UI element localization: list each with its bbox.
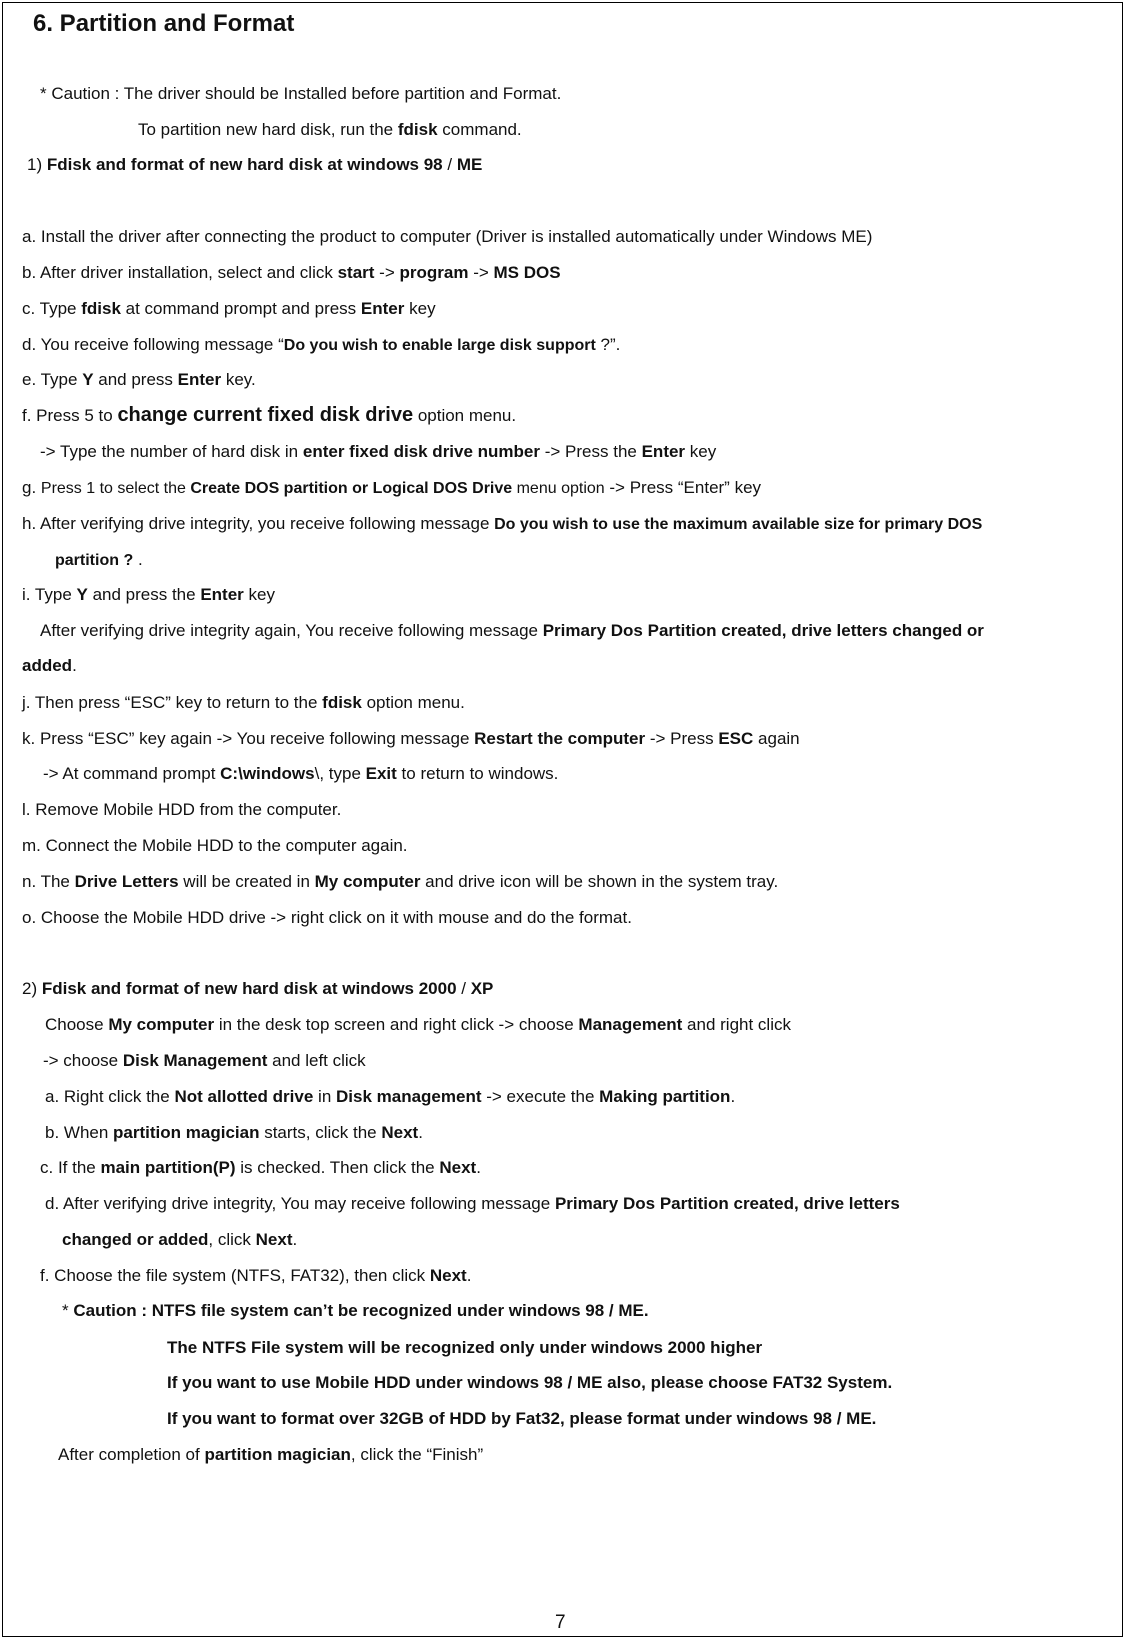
- doc-line: [22, 836, 408, 856]
- line-text-run: -> execute the: [481, 1087, 600, 1106]
- doc-line: [22, 405, 516, 426]
- line-text-run: d. You receive following message “: [22, 335, 284, 354]
- line-text-run: If you want to use Mobile HDD under windows 98 / ME also, please choose FAT32 System.: [167, 1373, 893, 1392]
- line-text-run: l. Remove Mobile HDD from the computer.: [22, 800, 342, 819]
- line-text-run: key.: [221, 370, 256, 389]
- doc-line: [27, 155, 482, 175]
- line-text-run: Create DOS partition or Logical DOS Drive: [190, 480, 513, 497]
- doc-line: [22, 263, 561, 283]
- line-text-run: command.: [437, 120, 522, 139]
- line-text-run: *: [62, 1301, 74, 1320]
- line-text-run: key: [404, 299, 436, 318]
- line-text-run: fdisk: [81, 299, 121, 318]
- line-text-run: m. Connect the Mobile HDD to the computer again.: [22, 836, 408, 855]
- doc-line: [22, 478, 761, 499]
- page-title: 6. Partition and Format: [33, 10, 295, 37]
- doc-line: [43, 764, 558, 784]
- line-text-run: My computer: [314, 872, 421, 891]
- line-text-run: .: [292, 1230, 298, 1249]
- doc-line: [45, 1194, 900, 1214]
- doc-line: [40, 1158, 481, 1178]
- line-text-run: option: [413, 406, 469, 425]
- line-text-run: ->: [374, 263, 400, 282]
- line-text-run: e. Type: [22, 370, 83, 389]
- line-text-run: Caution : NTFS file system can’t be recognized under windows 98 / ME.: [73, 1301, 649, 1320]
- doc-line: [22, 514, 982, 535]
- line-text-run: partition magician: [204, 1445, 351, 1464]
- doc-line: [62, 1230, 297, 1250]
- line-text-run: Drive Letters: [74, 872, 179, 891]
- line-text-run: j. Then press “ESC” key to return to the: [22, 693, 323, 712]
- line-text-run: Enter: [177, 370, 222, 389]
- line-text-run: Next: [439, 1158, 477, 1177]
- doc-line: [40, 621, 984, 641]
- line-text-run: .: [476, 1158, 481, 1177]
- line-text-run: The NTFS File system will be recognized only under windows 2000 higher: [167, 1338, 763, 1357]
- line-text-run: /: [456, 979, 471, 998]
- line-text-run: Fdisk and format of new hard disk at windows 98: [46, 155, 443, 174]
- line-text-run: Next: [381, 1123, 419, 1142]
- line-text-run: and right click: [682, 1015, 791, 1034]
- line-text-run: partition ?: [55, 552, 134, 569]
- doc-line: [55, 550, 143, 571]
- line-text-run: enter fixed disk drive number: [302, 442, 541, 461]
- line-text-run: Enter: [200, 585, 244, 604]
- line-text-run: again: [753, 729, 800, 748]
- line-text-run: key: [685, 442, 717, 461]
- line-text-run: menu option: [512, 480, 605, 497]
- line-text-run: fdisk: [322, 693, 362, 712]
- doc-line: [58, 1445, 483, 1465]
- line-text-run: \, type: [314, 764, 366, 783]
- line-text-run: -> Type the number of hard disk in: [40, 442, 303, 461]
- line-text-run: To partition new hard disk, run the: [138, 120, 398, 139]
- line-text-run: Y: [76, 585, 88, 604]
- line-text-run: partition magician: [113, 1123, 260, 1142]
- line-text-run: d. After verifying drive integrity, You may receive following message: [45, 1194, 555, 1213]
- line-text-run: Next: [255, 1230, 293, 1249]
- line-text-run: /: [442, 155, 457, 174]
- line-text-run: .: [418, 1123, 423, 1142]
- doc-line: [167, 1338, 762, 1358]
- line-text-run: -> choose: [43, 1051, 123, 1070]
- line-text-run: .: [466, 1266, 472, 1285]
- line-text-run: -> Press: [645, 729, 719, 748]
- doc-line: [22, 729, 800, 749]
- line-text-run: to return to windows.: [396, 764, 559, 783]
- line-text-run: Y: [82, 370, 94, 389]
- line-text-run: h. After verifying drive integrity, you receive following message: [22, 514, 495, 533]
- line-text-run: at command prompt and press: [120, 299, 361, 318]
- doc-line: [22, 656, 77, 676]
- line-text-run: , click: [208, 1230, 256, 1249]
- line-text-run: o. Choose the Mobile HDD drive -> right click on it with mouse and do the format.: [22, 908, 632, 927]
- line-text-run: .: [133, 550, 143, 569]
- doc-line: [22, 908, 632, 928]
- line-text-run: and left click: [267, 1051, 366, 1070]
- line-text-run: f. Choose the file system (NTFS, FAT32), then click: [40, 1266, 430, 1285]
- line-text-run: Exit: [365, 764, 397, 783]
- line-text-run: main partition(P): [100, 1158, 236, 1177]
- line-text-run: Disk management: [336, 1087, 482, 1106]
- line-text-run: My computer: [108, 1015, 215, 1034]
- line-text-run: ME: [456, 155, 483, 174]
- doc-line: [40, 84, 561, 104]
- line-text-run: MS DOS: [493, 263, 561, 282]
- doc-line: [40, 1266, 471, 1286]
- line-text-run: Disk Management: [122, 1051, 268, 1070]
- line-text-run: menu.: [468, 406, 517, 425]
- doc-line: [45, 1087, 735, 1107]
- line-text-run: option menu.: [361, 693, 465, 712]
- line-text-run: program: [399, 263, 469, 282]
- line-text-run: in the desk top screen and right click -> choose: [214, 1015, 579, 1034]
- line-text-run: key: [243, 585, 275, 604]
- doc-line: [22, 800, 341, 820]
- line-text-run: After verifying drive integrity again, You receive following message: [40, 621, 543, 640]
- line-text-run: Next: [429, 1266, 467, 1285]
- line-text-run: Not allotted drive: [174, 1087, 314, 1106]
- line-text-run: If you want to format over 32GB of HDD by Fat32, please format under windows 98 / ME.: [167, 1409, 877, 1428]
- line-text-run: 1): [27, 155, 47, 174]
- line-text-run: added: [22, 656, 73, 675]
- line-text-run: b. When: [45, 1123, 114, 1142]
- doc-line: [22, 299, 436, 319]
- line-text-run: -> At command prompt: [43, 764, 221, 783]
- line-text-run: * Caution : The driver should be Installed before partition and Format.: [40, 84, 562, 103]
- line-text-run: .: [72, 656, 77, 675]
- line-text-run: ->: [468, 263, 494, 282]
- line-text-run: in: [313, 1087, 336, 1106]
- line-text-run: c. Type: [22, 299, 82, 318]
- doc-line: [138, 120, 522, 140]
- line-text-run: k. Press “ESC” key again -> You receive following message: [22, 729, 475, 748]
- line-text-run: a. Install the driver after connecting the product to computer (Driver is installed automatically under Windows ME): [22, 227, 873, 246]
- doc-line: [22, 979, 493, 999]
- line-text-run: start: [337, 263, 375, 282]
- line-text-run: change current fixed disk drive: [117, 404, 414, 426]
- line-text-run: -> Press “Enter” key: [604, 478, 762, 497]
- line-text-run: Do you wish to use the maximum available size for primary DOS: [494, 516, 983, 533]
- line-text-run: Choose: [45, 1015, 109, 1034]
- line-text-run: Enter: [360, 299, 405, 318]
- doc-line: [22, 872, 778, 892]
- line-text-run: g.: [22, 478, 41, 497]
- line-text-run: changed or added: [62, 1230, 209, 1249]
- line-text-run: Primary Dos Partition created, drive letters: [554, 1194, 900, 1213]
- line-text-run: and drive icon will be shown in the system tray.: [420, 872, 779, 891]
- line-text-run: and press the: [87, 585, 201, 604]
- line-text-run: Enter: [641, 442, 686, 461]
- line-text-run: will be created in: [178, 872, 315, 891]
- doc-line: [62, 1301, 649, 1321]
- line-text-run: Management: [578, 1015, 683, 1034]
- line-text-run: and press: [93, 370, 178, 389]
- doc-line: [167, 1409, 876, 1429]
- line-text-run: is checked. Then click the: [235, 1158, 440, 1177]
- doc-line: [22, 335, 620, 356]
- line-text-run: ESC: [718, 729, 754, 748]
- line-text-run: a. Right click the: [45, 1087, 175, 1106]
- line-text-run: Fdisk and format of new hard disk at windows 2000: [41, 979, 457, 998]
- line-text-run: XP: [470, 979, 494, 998]
- doc-line: [45, 1015, 791, 1035]
- line-text-run: c. If the: [40, 1158, 101, 1177]
- line-text-run: Making partition: [599, 1087, 731, 1106]
- doc-line: [167, 1373, 892, 1393]
- line-text-run: 2): [22, 979, 42, 998]
- line-text-run: i. Type: [22, 585, 77, 604]
- line-text-run: , click the “Finish”: [350, 1445, 484, 1464]
- line-text-run: .: [730, 1087, 736, 1106]
- line-text-run: Press 1 to select the: [40, 480, 191, 497]
- doc-line: [22, 227, 872, 247]
- line-text-run: f. Press 5 to: [22, 406, 118, 425]
- doc-line: [22, 693, 465, 713]
- doc-line: [22, 585, 275, 605]
- line-text-run: -> Press the: [540, 442, 642, 461]
- line-text-run: Primary Dos Partition created, drive letters changed or: [542, 621, 984, 640]
- line-text-run: C:\windows: [220, 764, 315, 783]
- line-text-run: starts, click the: [259, 1123, 382, 1142]
- line-text-run: Restart the computer: [474, 729, 646, 748]
- line-text-run: fdisk: [397, 120, 438, 139]
- line-text-run: ?”.: [595, 335, 621, 354]
- line-text-run: n. The: [22, 872, 75, 891]
- line-text-run: After completion of: [58, 1445, 205, 1464]
- doc-line: [43, 1051, 366, 1071]
- page-number: 7: [555, 1612, 566, 1633]
- doc-line: [40, 442, 716, 462]
- line-text-run: b. After driver installation, select and click: [22, 263, 338, 282]
- doc-line: [45, 1123, 423, 1143]
- doc-line: [22, 370, 256, 390]
- line-text-run: Do you wish to enable large disk support: [283, 337, 596, 354]
